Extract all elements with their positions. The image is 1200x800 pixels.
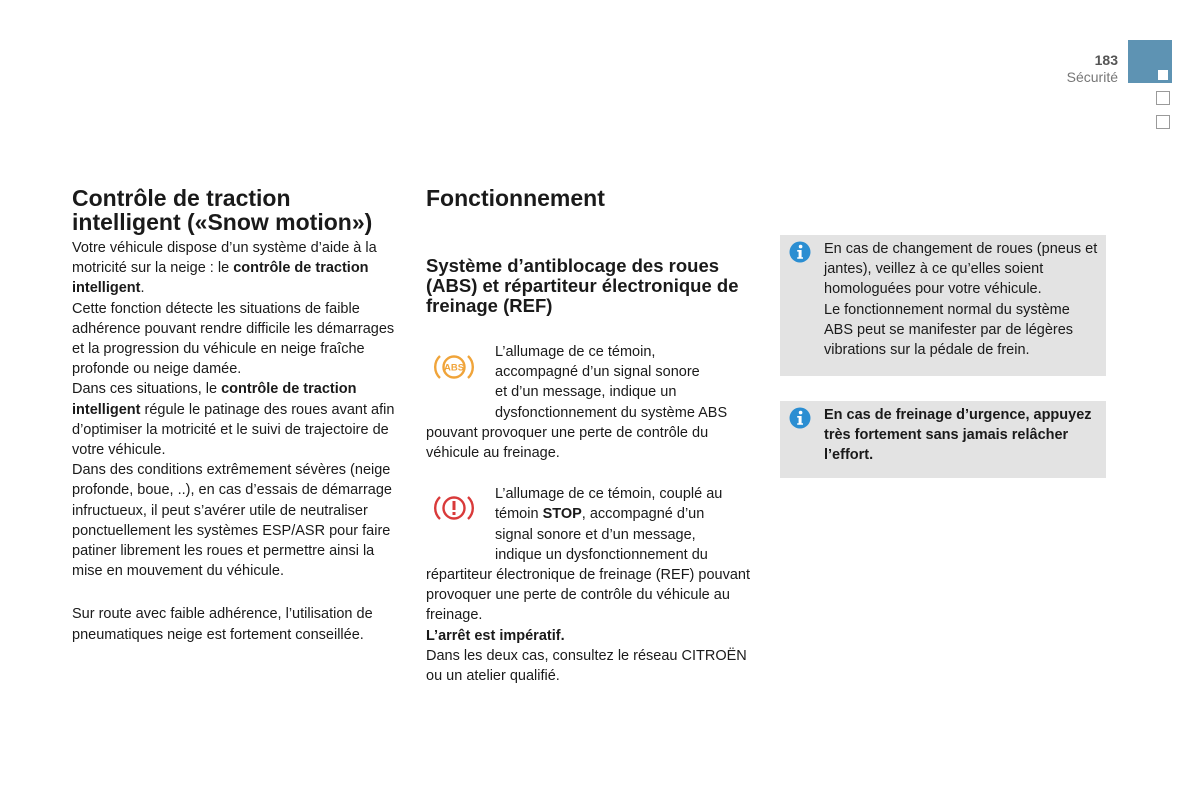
- info-icon: [789, 241, 811, 263]
- info-box-emergency-braking: En cas de freinage d’urgence, appuyez très fortement sans jamais relâcher l’effort.: [780, 401, 1106, 478]
- section-tab[interactable]: [1156, 91, 1170, 105]
- paragraph: Dans des conditions extrêmement sévères (neige profonde, boue, ..), en cas d’essais de démarrage infructueux, il peut s’avérer utile de neutraliser ponctuellement les systèmes ESP/ASR pour faire patiner librement les roues et permettre ainsi la mise en mouvement du véhicule.: [72, 462, 392, 580]
- section-name: Sécurité: [1066, 69, 1118, 85]
- tab-marker: [1158, 70, 1168, 80]
- paragraph: Dans ces situations, le contrôle de traction intelligent régule le patinage des roues avant afin d’optimiser la motricité et le suivi de trajectoire de votre véhicule.: [72, 381, 395, 459]
- stop-imperative-note: L’arrêt est impératif.: [426, 627, 565, 644]
- paragraph: Cette fonction détecte les situations de faible adhérence pouvant rendre difficile les démarrages et la progression du véhicule en neige fraîche profonde ou neige damée.: [72, 300, 395, 378]
- info-icon: [789, 407, 811, 429]
- section-tab[interactable]: [1156, 115, 1170, 129]
- abs-warning-icon: [432, 352, 476, 382]
- paragraph: Dans les deux cas, consultez le réseau CITROËN ou un atelier qualifié.: [426, 647, 747, 685]
- snow-motion-section: [72, 186, 398, 645]
- brake-warning-icon: [432, 492, 476, 524]
- ref-warning-block: L’allumage de ce témoin, couplé au témoin STOP, accompagné d’un signal sonore et d’un message, indique un dysfonctionnement du répartiteur électronique de freinage (REF) pouvant provoquer une perte de contrôle du véhicule au freinage. L’arrêt est impératif. Dans les deux cas, consultez le réseau CITROËN ou un atelier qualifié.: [426, 484, 756, 686]
- operation-section: [426, 186, 756, 686]
- snow-motion-title: Contrôle de traction intelligent («Snow motion»): [72, 185, 373, 235]
- paragraph: Sur route avec faible adhérence, l’utilisation de pneumatiques neige est fortement conseillée.: [72, 606, 373, 643]
- svg-text:ABS: ABS: [443, 362, 465, 374]
- paragraph: Votre véhicule dispose d’un système d’aide à la motricité sur la neige : le contrôle de traction intelligent.: [72, 240, 377, 297]
- abs-warning-block: ABS L’allumage de ce témoin, accompagné d’un signal sonore et d’un message, indique un dysfonctionnement du système ABS pouvant provoquer une perte de contrôle du véhicule au freinage.: [426, 344, 728, 462]
- abs-ref-subtitle: Système d’antiblocage des roues (ABS) et répartiteur électronique de freinage (REF): [426, 255, 739, 316]
- page-number: 183: [1094, 52, 1118, 68]
- info-box-wheels: En cas de changement de roues (pneus et jantes), veillez à ce qu’elles soient homologuées pour votre véhicule. Le fonctionnement normal du système ABS peut se manifester par de légères vibrations sur la pédale de frein.: [780, 235, 1106, 376]
- operation-title: Fonctionnement: [426, 185, 605, 211]
- section-tab-active[interactable]: [1128, 40, 1172, 83]
